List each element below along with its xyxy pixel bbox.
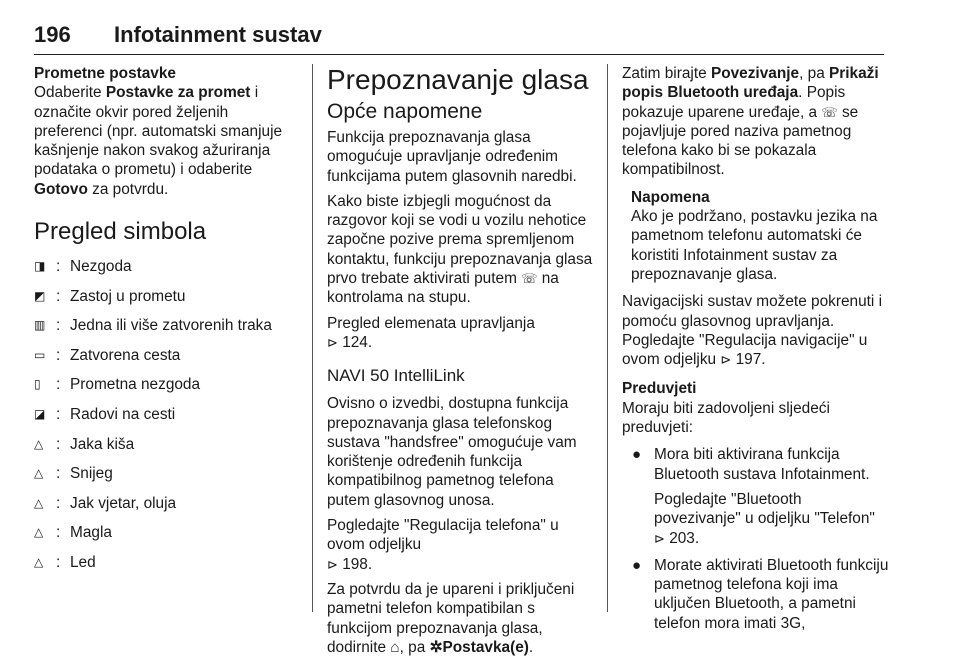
note-body: Ako je podržano, postavku jezika na pametnom telefonu automatski će koristiti Infotainment sustav za prepoznavanje glasa. (631, 208, 878, 283)
symbol-list (34, 257, 296, 583)
symbol-row: ◩ : Zastoj u prometu (34, 287, 186, 305)
page-reference[interactable]: 124. (342, 333, 373, 351)
paragraph: Funkcija prepoznavanja glasa omogućuje upravljanje određenim funkcijama putem glasovnih naredbi. (327, 129, 577, 185)
symbol-label: Led (70, 554, 96, 572)
voice-control-icon: ☏ (821, 104, 838, 120)
paragraph: Kako biste izbjegli mogućnost da razgovor koji se vodi u vozilu nehotice započne pozive prema spremljenom kontaktu, funkciju prepoznavanja glasa prvo trebate aktivirati putem ☏ na kontrolama na stupu. (327, 192, 593, 307)
running-title: Infotainment sustav (114, 22, 322, 47)
page-reference[interactable]: 203. (669, 529, 700, 547)
symbol-label: Prometna nezgoda (70, 376, 201, 394)
symbol-label: Magla (70, 524, 112, 542)
bullet-icon: ● (632, 446, 642, 464)
section-heading-traffic-settings: Prometne postavke (34, 65, 176, 82)
symbol-label: Nezgoda (70, 258, 132, 276)
symbol-label: Radovi na cesti (70, 406, 176, 424)
symbol-label: Zastoj u prometu (70, 287, 186, 305)
symbol-label: Zatvorena cesta (70, 346, 181, 364)
subsection-general-notes: Opće napomene (327, 100, 483, 123)
symbol-row: △ : Jak vjetar, oluja (34, 494, 177, 512)
page-reference-arrow-icon: ⊳ (327, 556, 338, 572)
column-3 (622, 64, 892, 633)
voice-control-icon: ☏ (521, 271, 538, 287)
traffic-jam-icon: ◩ (34, 288, 46, 303)
subsection-navi-50-intellilink: NAVI 50 IntelliLink (327, 366, 465, 386)
symbol-label: Jaka kiša (70, 435, 135, 453)
ice-icon: △ (34, 555, 44, 570)
traffic-settings-paragraph: Odaberite Postavke za promet i označite okvir pored željenih preferenci (npr. automatski smanjuje kašnjenje nakon svakog ažuriranja podataka o prometu) i odaberite Gotovo za potvrdu. (34, 84, 283, 198)
bold-term: Postavke za promet (105, 84, 251, 102)
note-title: Napomena (631, 188, 710, 206)
page-reference-arrow-icon: ⊳ (720, 352, 732, 368)
section-title-voice-recognition: Prepoznavanje glasa (327, 64, 589, 95)
symbol-label: Jak vjetar, oluja (70, 494, 177, 512)
accident-icon: ◨ (34, 259, 46, 274)
symbol-row: ▯ : Prometna nezgoda (34, 376, 201, 394)
paragraph: Pregled elemenata upravljanja ⊳ 124. (327, 314, 535, 351)
page-reference[interactable]: 197. (735, 351, 766, 369)
home-icon: ⌂ (390, 638, 400, 656)
list-item: ● Mora biti aktivirana funkcija Bluetooth sustava Infotainment. Pogledajte "Bluetooth povezivanje" u odjeljku "Telefon" ⊳ 203. (622, 445, 892, 547)
paragraph: Za potvrdu da je upareni i priključeni pametni telefon kompatibilan s funkcijom prepoznavanja glasa, dodirnite ⌂, pa ✲Postavka(e). (327, 580, 575, 656)
roadworks-icon: ◪ (34, 407, 46, 422)
paragraph: Ovisno o izvedbi, dostupna funkcija prepoznavanja glasa telefonskog sustava "handsfree" omogućuje vam korištenje određenih funkcija kompatibilnog pametnog telefona putem glasovnog unosa. (327, 395, 577, 509)
page-number: 196 (34, 22, 71, 47)
page-reference[interactable]: 198. (342, 555, 373, 573)
page-header (34, 22, 884, 55)
list-item: ● Morate aktivirati Bluetooth funkciju pametnog telefona koji ima uključen Bluetooth, a pametni telefon mora imati 3G, (622, 556, 892, 633)
column-2 (327, 64, 595, 657)
symbols-overview-heading: Pregled simbola (34, 218, 207, 246)
symbol-row: ◪ : Radovi na cesti (34, 406, 176, 424)
snow-icon: △ (34, 466, 44, 481)
lane-closed-icon: ▥ (34, 318, 46, 333)
column-divider (312, 64, 313, 612)
page-reference-arrow-icon: ⊳ (327, 334, 338, 350)
road-closed-icon: ▭ (34, 347, 46, 362)
symbol-row: △ : Snijeg (34, 465, 113, 483)
bold-term: Postavka(e) (442, 638, 529, 656)
paragraph: Pogledajte "Regulacija telefona" u ovom odjeljku ⊳ 198. (327, 517, 559, 573)
column-1 (34, 64, 296, 583)
paragraph: Moraju biti zadovoljeni sljedeći preduvjeti: (622, 399, 830, 437)
symbol-row: △ : Jaka kiša (34, 435, 135, 453)
traffic-incident-icon: ▯ (34, 377, 41, 392)
column-divider (607, 64, 608, 612)
bold-term: Gotovo (34, 180, 88, 198)
strong-wind-icon: △ (34, 495, 44, 510)
symbol-row: ▥ : Jedna ili više zatvorenih traka (34, 317, 272, 335)
paragraph: Navigacijski sustav možete pokrenuti i pomoću glasovnog upravljanja. Pogledajte "Regulacija navigacije" u ovom odjeljku ⊳ 197. (622, 293, 883, 369)
symbol-row: △ : Magla (34, 524, 112, 542)
note-box (631, 188, 892, 284)
symbol-label: Snijeg (70, 465, 113, 483)
symbol-row: △ : Led (34, 554, 96, 572)
fog-icon: △ (34, 525, 44, 540)
symbol-label: Jedna ili više zatvorenih traka (70, 317, 272, 335)
page-reference-arrow-icon: ⊳ (654, 530, 665, 546)
bold-term: Prikaži popis Bluetooth uređaja (622, 65, 879, 102)
prerequisites-heading: Preduvjeti (622, 380, 697, 398)
heavy-rain-icon: △ (34, 436, 44, 451)
paragraph: Zatim birajte Povezivanje, pa Prikaži popis Bluetooth uređaja. Popis pokazuje uparene uređaje, a ☏ se pojavljuje pored naziva pametnog telefona kako bi se pokazala kompatibilnost. (622, 65, 879, 179)
bullet-icon: ● (632, 556, 642, 574)
settings-gear-icon: ✲ (429, 638, 443, 656)
symbol-row: ▭ : Zatvorena cesta (34, 346, 181, 364)
symbol-row: ◨ : Nezgoda (34, 258, 132, 276)
bold-term: Povezivanje (710, 65, 800, 82)
